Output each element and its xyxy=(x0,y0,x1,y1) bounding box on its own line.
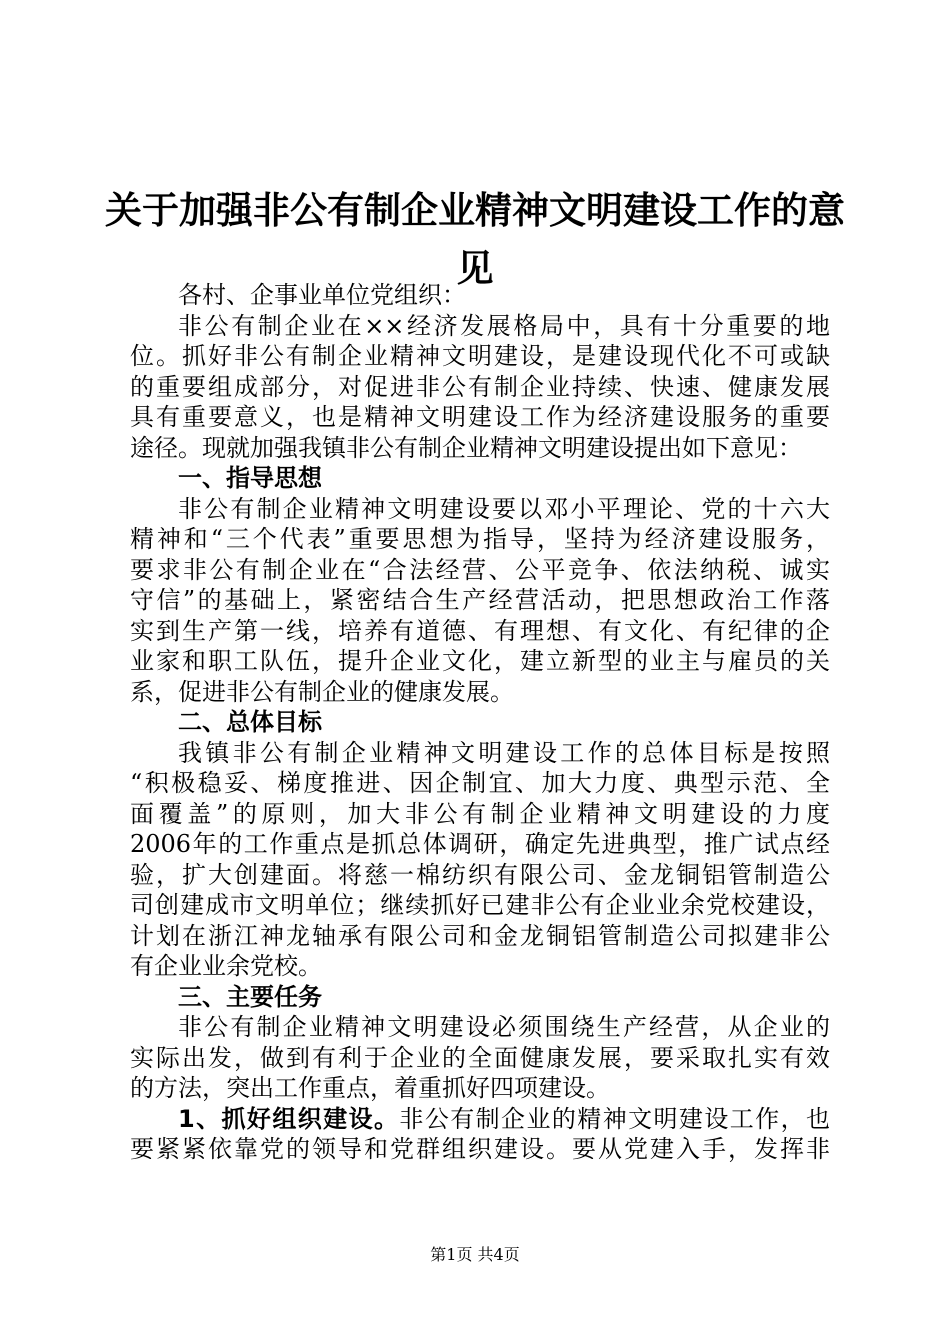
paragraph-line: 系，促进非公有制企业的健康发展。 xyxy=(130,677,514,706)
paragraph-line: 非公有制企业在××经济发展格局中，具有十分重要的地 xyxy=(178,311,830,340)
section-3-paragraph xyxy=(130,1012,830,1104)
paragraph-line xyxy=(130,1104,830,1135)
section-1-paragraph xyxy=(130,494,830,708)
title-line-1: 关于加强非公有制企业精神文明建设工作的意 xyxy=(105,189,845,232)
paragraph-line: 位。抓好非公有制企业精神文明建设，是建设现代化不可或缺 xyxy=(130,342,830,370)
paragraph-line: 非公有制企业精神文明建设要以邓小平理论、党的十六大 xyxy=(178,494,830,523)
section-heading-3: 三、主要任务 xyxy=(178,982,322,1011)
paragraph-line: 要求非公有制企业在“合法经营、公平竞争、依法纳税、诚实 xyxy=(130,555,830,584)
section-heading-2: 二、总体目标 xyxy=(178,708,322,736)
paragraph-line: 的重要组成部分，对促进非公有制企业持续、快速、健康发展 xyxy=(130,372,830,401)
section-heading-1: 一、指导思想 xyxy=(178,464,322,492)
paragraph-line: 守信”的基础上，紧密结合生产经营活动，把思想政治工作落 xyxy=(130,586,830,614)
paragraph-line: “积极稳妥、梯度推进、因企制宜、加大力度、典型示范、全 xyxy=(130,769,830,797)
paragraph-line: 业家和职工队伍，提升企业文化，建立新型的业主与雇员的关 xyxy=(130,647,830,675)
title-line-2: 见 xyxy=(456,247,494,290)
paragraph-line: 我镇非公有制企业精神文明建设工作的总体目标是按照 xyxy=(178,738,830,767)
salutation: 各村、企事业单位党组织： xyxy=(178,281,466,309)
paragraph-line: 途径。现就加强我镇非公有制企业精神文明建设提出如下意见： xyxy=(130,433,802,462)
paragraph-line: 计划在浙江神龙轴承有限公司和金龙铜铝管制造公司拟建非公 xyxy=(130,921,830,950)
paragraph-line: 要紧紧依靠党的领导和党群组织建设。要从党建入手，发挥非 xyxy=(130,1135,830,1163)
paragraph-line: 有企业业余党校。 xyxy=(130,952,322,980)
section-2-paragraph xyxy=(130,738,830,982)
paragraph-line: 实到生产第一线，培养有道德、有理想、有文化、有纪律的企 xyxy=(130,616,830,645)
document-body xyxy=(130,280,830,1165)
paragraph-line: 实际出发，做到有利于企业的全面健康发展，要采取扎实有效 xyxy=(130,1043,830,1072)
intro-paragraph xyxy=(130,311,830,464)
paragraph-line: 验，扩大创建面。将慈一棉纺织有限公司、金龙铜铝管制造公 xyxy=(130,860,830,889)
paragraph-line: 司创建成市文明单位；继续抓好已建非公有企业业余党校建设， xyxy=(130,891,830,919)
item-1-paragraph xyxy=(130,1104,830,1165)
paragraph-line: 2006年的工作重点是抓总体调研，确定先进典型，推广试点经 xyxy=(130,830,830,858)
item-1-heading: 1、抓好组织建设。 xyxy=(178,1104,400,1133)
item-1-text: 非公有制企业的精神文明建设工作，也 xyxy=(399,1104,830,1133)
paragraph-line: 具有重要意义，也是精神文明建设工作为经济建设服务的重要 xyxy=(130,403,830,431)
paragraph-line: 非公有制企业精神文明建设必须围绕生产经营，从企业的 xyxy=(178,1013,830,1041)
paragraph-line: 精神和“三个代表”重要思想为指导，坚持为经济建设服务， xyxy=(130,525,830,553)
page-footer: 第1页 共4页 xyxy=(430,1245,520,1264)
paragraph-line: 面覆盖”的原则，加大非公有制企业精神文明建设的力度 xyxy=(130,799,830,828)
paragraph-line: 的方法，突出工作重点，着重抓好四项建设。 xyxy=(130,1074,610,1102)
